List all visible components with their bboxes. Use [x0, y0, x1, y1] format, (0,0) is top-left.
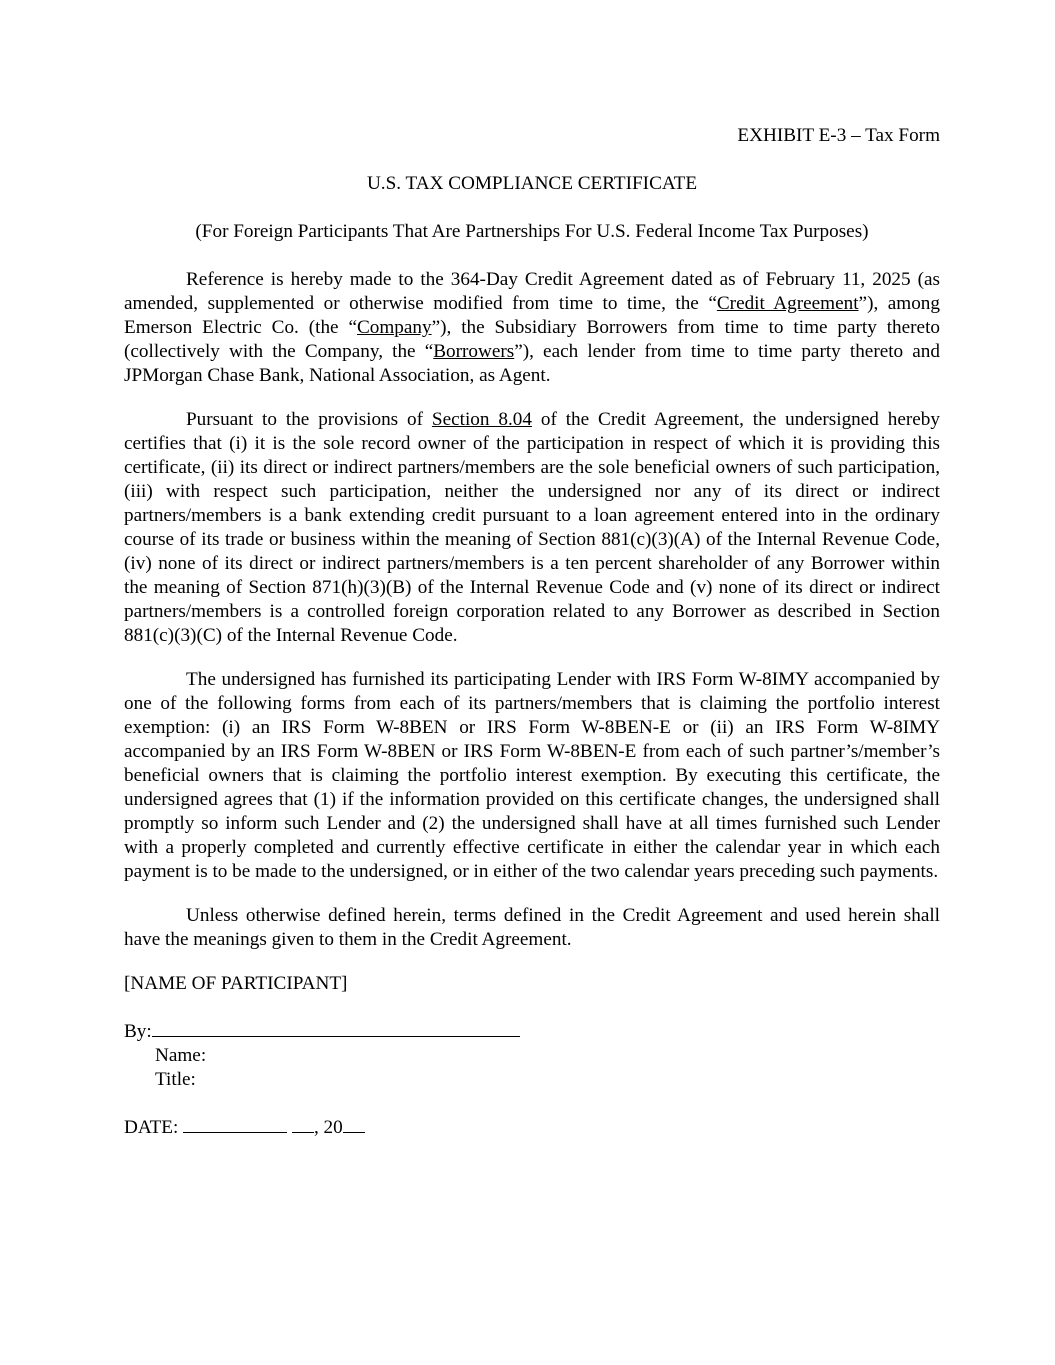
certificate-title: U.S. TAX COMPLIANCE CERTIFICATE — [366, 173, 698, 194]
definitions-paragraph: Unless otherwise defined herein, terms defined in the Credit Agreement and used herein shall have the meanings given to them in the Credit Agreement. — [124, 905, 940, 950]
date-year-prefix: , 20 — [313, 1117, 343, 1138]
certification-text-2: of the Credit Agreement, the undersigned hereby certifies that (i) it is the sole record owner of the participation in respect of which it is providing this certificate, (ii) its direct or indirect partners/members are the sole beneficial owners of such participation, (iii) with respect such participation, neither the undersigned nor any of its direct or indirect partners/members is a bank extending credit pursuant to a loan agreement entered into in the ordinary course of its trade or business within the meaning of Section 881(c)(3)(A) of the Internal Revenue Code, (iv) none of its direct or indirect partners/members is a ten percent shareholder of any Borrower within the meaning of Section 871(h)(3)(B) of the Internal Revenue Code and (v) none of its direct or indirect partners/members is a controlled foreign corporation related to any Borrower as described in Section 881(c)(3)(C) of the Internal Revenue Code. — [124, 409, 940, 646]
date-line — [124, 1116, 940, 1140]
company-term: Company — [356, 317, 432, 338]
reference-text-1: Reference is hereby made to the 364-Day Credit Agreement dated as of February 11, 2025 (as amended, supplemented or otherwise modified from time to time, the “ — [124, 269, 940, 314]
certificate-subtitle: (For Foreign Participants That Are Partnerships For U.S. Federal Income Tax Purposes) — [195, 221, 869, 242]
date-label: DATE: — [124, 1117, 179, 1138]
reference-text-2: ”), among Emerson Electric Co. (the “ — [124, 293, 940, 338]
date-day-blank[interactable] — [292, 1132, 314, 1133]
reference-paragraph — [124, 268, 940, 388]
signer-title-label: Title: — [155, 1069, 196, 1090]
signer-name-label: Name: — [155, 1045, 207, 1066]
certification-text-1: Pursuant to the provisions of — [186, 409, 432, 430]
reference-text-4: ”), each lender from time to time party thereto and JPMorgan Chase Bank, National Association, as Agent. — [124, 341, 940, 386]
signature-blank[interactable] — [152, 1036, 520, 1037]
signature-line — [124, 1020, 940, 1044]
forms-paragraph: The undersigned has furnished its participating Lender with IRS Form W-8IMY accompanied by one of the following forms from each of its partners/members that is claiming the portfolio interest exemption: (i) an IRS Form W-8BEN or IRS Form W-8BEN-E or (ii) an IRS Form W-8IMY accompanied by an IRS Form W-8BEN or IRS Form W-8BEN-E from each of such partner’s/member’s beneficial owners that is claiming the portfolio interest exemption. By executing this certificate, the undersigned agrees that (1) if the information provided on this certificate changes, the undersigned shall promptly so inform such Lender and (2) the undersigned shall have at all times furnished such Lender with a properly completed and currently effective certificate in either the calendar year in which each payment is to be made to the undersigned, or in either of the two calendar years preceding such payments. — [124, 669, 940, 882]
certification-paragraph — [124, 408, 940, 648]
date-year-blank[interactable] — [343, 1132, 365, 1133]
date-month-blank[interactable] — [183, 1132, 287, 1133]
reference-text-3: ”), the Subsidiary Borrowers from time to time party thereto (collectively with the Company, the “ — [124, 317, 940, 362]
borrowers-term: Borrowers — [433, 341, 515, 362]
by-label: By: — [124, 1021, 152, 1042]
document-page — [124, 124, 940, 1140]
credit-agreement-term: Credit Agreement — [716, 293, 859, 314]
section-reference: Section 8.04 — [431, 409, 532, 430]
exhibit-heading: EXHIBIT E-3 – Tax Form — [737, 125, 940, 146]
participant-name-placeholder: [NAME OF PARTICIPANT] — [124, 973, 348, 994]
